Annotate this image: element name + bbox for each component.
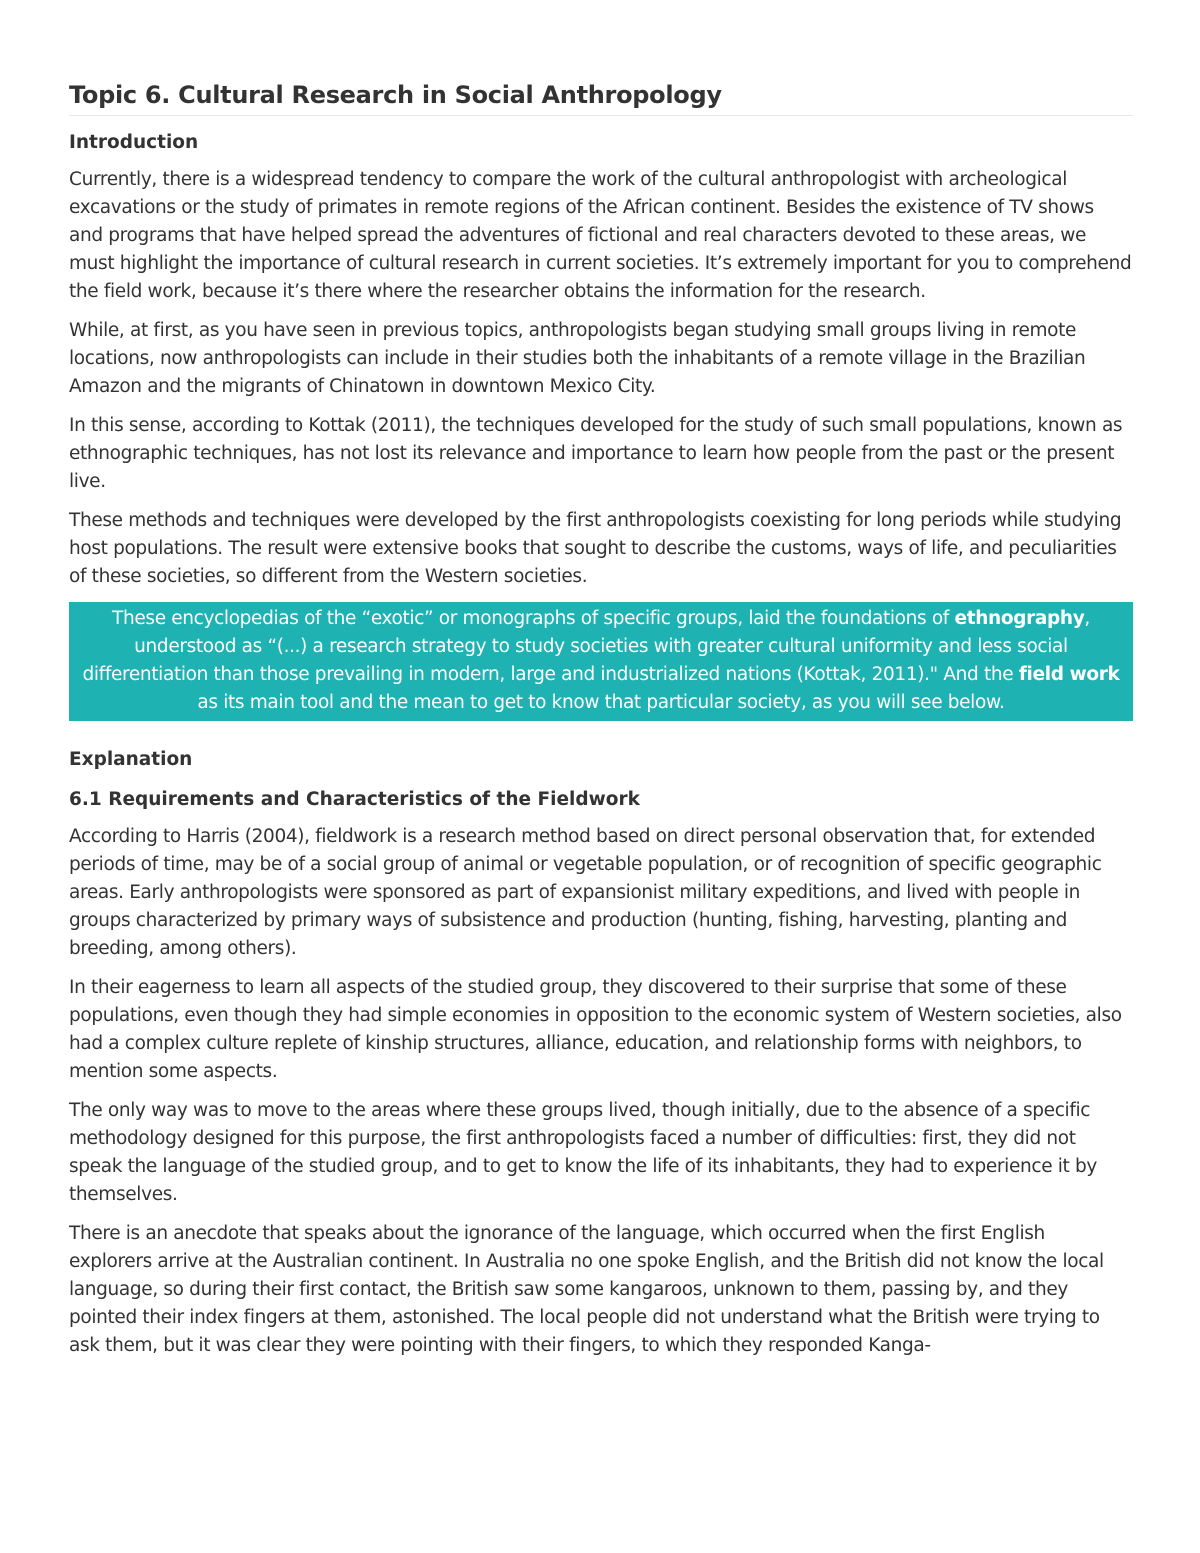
section-6-1-heading: 6.1 Requirements and Characteristics of the Fieldwork xyxy=(69,789,640,810)
highlight-term-ethnography: ethnography xyxy=(954,608,1085,629)
page-title: Topic 6. Cultural Research in Social Anthropology xyxy=(69,78,1133,116)
highlight-text-1: These encyclopedias of the “exotic” or monographs of specific groups, laid the foundations of xyxy=(112,608,955,629)
explanation-paragraph-4: There is an anecdote that speaks about the ignorance of the language, which occurred when the first English explorers arrive at the Australian continent. In Australia no one spoke English, and the British did not know the local language, so during their first contact, the British saw some kangaroos, unknown to them, passing by, and they pointed their index fingers at them, astonished. The local people did not understand what the British were trying to ask them, but it was clear they were pointing with their fingers, to which they responded Kanga- xyxy=(69,1223,1104,1356)
introduction-heading: Introduction xyxy=(69,132,199,153)
intro-paragraph-3: In this sense, according to Kottak (2011), the techniques developed for the study of such small populations, known as ethnographic techniques, has not lost its relevance and importance to learn how people from the past or the present live. xyxy=(69,415,1123,492)
highlight-box xyxy=(69,602,1133,721)
intro-paragraph-1: Currently, there is a widespread tendency to compare the work of the cultural anthropologist with archeological excavations or the study of primates in remote regions of the African continent. Besides the existence of TV shows and programs that have helped spread the adventures of fictional and real characters devoted to these areas, we must highlight the importance of cultural research in current societies. It’s extremely important for you to comprehend the field work, because it’s there where the researcher obtains the information for the research. xyxy=(69,169,1132,302)
intro-paragraph-2: While, at first, as you have seen in previous topics, anthropologists began studying small groups living in remote locations, now anthropologists can include in their studies both the inhabitants of a remote village in the Brazilian Amazon and the migrants of Chinatown in downtown Mexico City. xyxy=(69,320,1086,397)
intro-paragraph-4: These methods and techniques were developed by the first anthropologists coexisting for long periods while studying host populations. The result were extensive books that sought to describe the customs, ways of life, and peculiarities of these societies, so different from the Western societies. xyxy=(69,510,1122,587)
explanation-paragraph-2: In their eagerness to learn all aspects of the studied group, they discovered to their surprise that some of these populations, even though they had simple economies in opposition to the economic system of Western societies, also had a complex culture replete of kinship structures, alliance, education, and relationship forms with neighbors, to mention some aspects. xyxy=(69,977,1122,1082)
highlight-text-3: as its main tool and the mean to get to know that particular society, as you will see below. xyxy=(197,692,1005,713)
explanation-paragraph-1: According to Harris (2004), fieldwork is a research method based on direct personal observation that, for extended periods of time, may be of a social group of animal or vegetable population, or of recognition of specific geographic areas. Early anthropologists were sponsored as part of expansionist military expeditions, and lived with people in groups characterized by primary ways of subsistence and production (hunting, fishing, harvesting, planting and breeding, among others). xyxy=(69,826,1102,959)
explanation-paragraph-3: The only way was to move to the areas where these groups lived, though initially, due to the absence of a specific methodology designed for this purpose, the first anthropologists faced a number of difficulties: first, they did not speak the language of the studied group, and to get to know the life of its inhabitants, they had to experience it by themselves. xyxy=(69,1100,1097,1205)
highlight-term-field-work: field work xyxy=(1018,664,1120,685)
explanation-heading: Explanation xyxy=(69,749,193,770)
highlight-text-2: , understood as “(...) a research strategy to study societies with greater cultural uniformity and less social differentiation than those prevailing in modern, large and industrialized nations (Kottak, 2011)." And the xyxy=(82,608,1090,685)
